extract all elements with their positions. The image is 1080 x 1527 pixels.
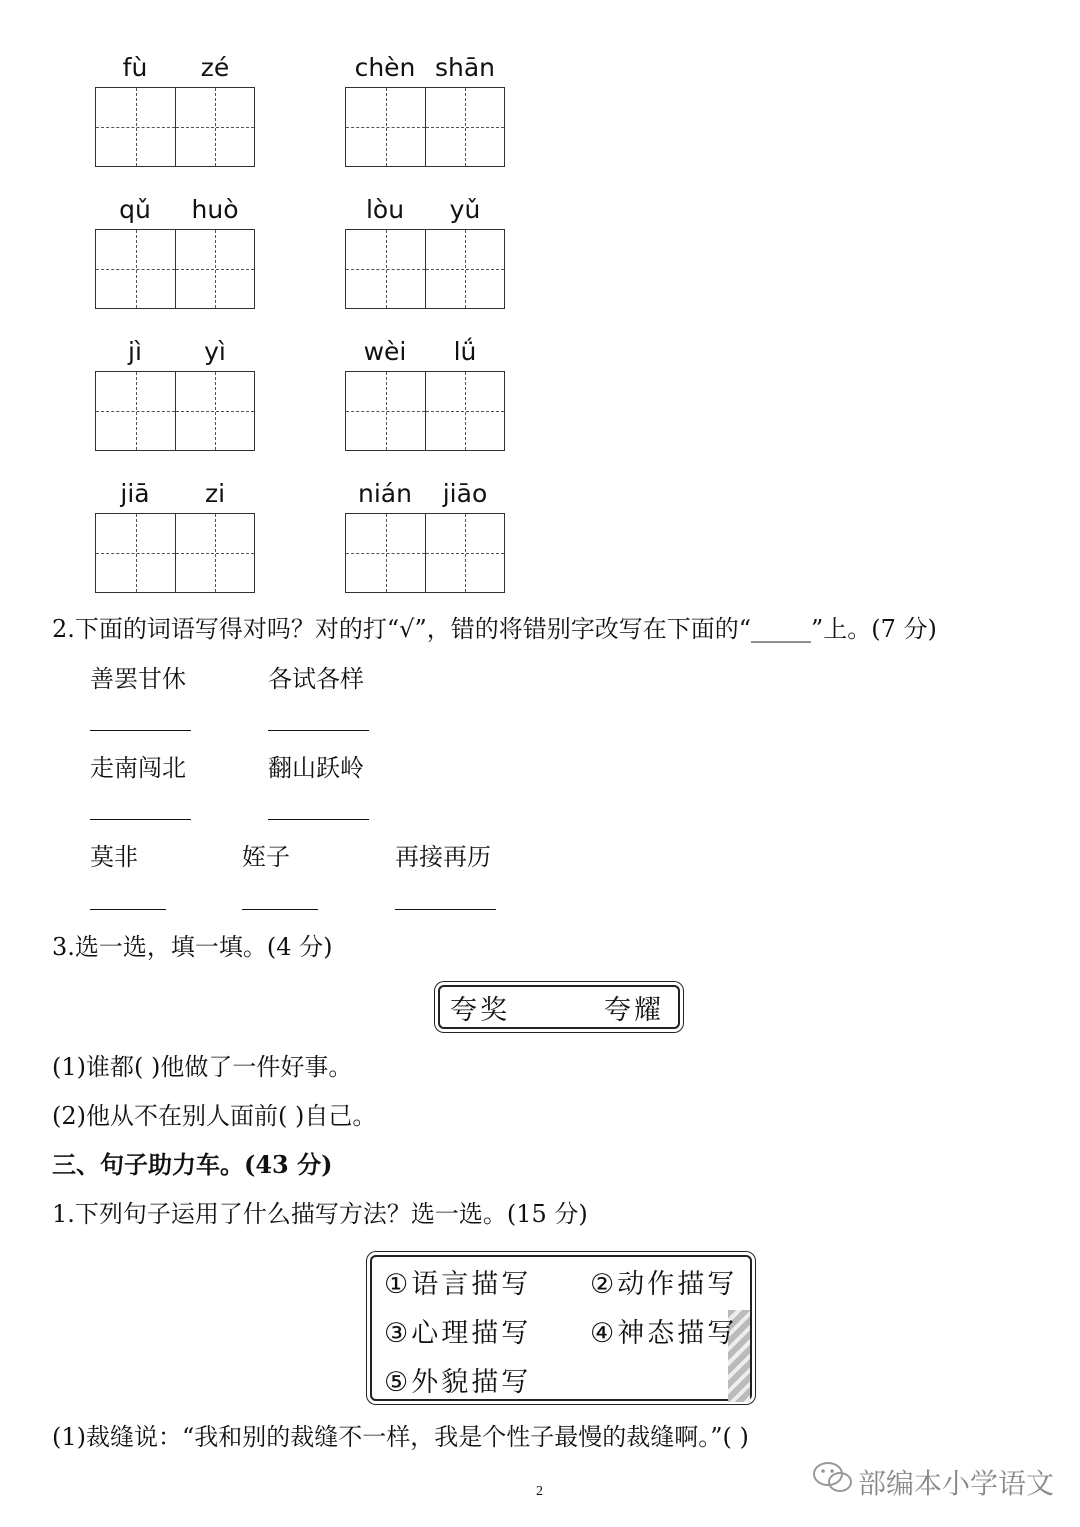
answer-line[interactable] bbox=[90, 909, 166, 910]
answer-line[interactable] bbox=[90, 730, 191, 731]
pinyin-label: huò bbox=[191, 195, 239, 224]
method-choice: ⑤外貌描写 bbox=[384, 1367, 532, 1398]
pinyin-label: chèn bbox=[354, 53, 416, 82]
sentence-2: (2)他从不在别人面前( )自己。 bbox=[52, 1102, 377, 1130]
word-item: 再接再历 bbox=[395, 843, 491, 871]
method-choice: ②动作描写 bbox=[590, 1269, 738, 1300]
pinyin-label: yǔ bbox=[449, 195, 481, 224]
pinyin-label: jiāo bbox=[442, 479, 488, 508]
writing-grid[interactable] bbox=[345, 229, 505, 309]
pinyin-label: nián bbox=[358, 479, 412, 508]
pinyin-label: shān bbox=[434, 53, 496, 82]
watermark-text: 部编本小学语文 bbox=[858, 1467, 1055, 1500]
pinyin-label: wèi bbox=[363, 337, 407, 366]
page-number: 2 bbox=[536, 1484, 543, 1499]
writing-grid[interactable] bbox=[95, 513, 255, 593]
question-2-title: 2.下面的词语写得对吗？对的打“√”，错的将错别字改写在下面的“_____”上。(7 分) bbox=[52, 615, 937, 643]
option-word: 夸耀 bbox=[604, 995, 664, 1026]
pinyin-label: zi bbox=[204, 479, 226, 508]
section-3-title: 三、句子助力车。(43 分) bbox=[52, 1150, 333, 1179]
pinyin-label: fù bbox=[122, 53, 148, 82]
answer-line[interactable] bbox=[268, 730, 369, 731]
pinyin-label: yì bbox=[204, 337, 226, 366]
method-choice: ④神态描写 bbox=[590, 1318, 738, 1349]
word-item: 善罢甘休 bbox=[90, 665, 186, 693]
word-item: 姪子 bbox=[242, 843, 290, 871]
question-3-title: 3.选一选，填一填。(4 分) bbox=[52, 933, 333, 961]
pinyin-label: zé bbox=[200, 53, 230, 82]
pinyin-label: jì bbox=[128, 337, 142, 366]
writing-grid[interactable] bbox=[95, 87, 255, 167]
answer-line[interactable] bbox=[90, 819, 191, 820]
answer-line[interactable] bbox=[395, 909, 496, 910]
writing-grid[interactable] bbox=[345, 87, 505, 167]
writing-grid[interactable] bbox=[345, 513, 505, 593]
writing-grid[interactable] bbox=[95, 229, 255, 309]
word-item: 翻山跃岭 bbox=[268, 754, 364, 782]
writing-grid[interactable] bbox=[95, 371, 255, 451]
word-item: 走南闯北 bbox=[90, 754, 186, 782]
writing-grid[interactable] bbox=[345, 371, 505, 451]
word-item: 莫非 bbox=[90, 843, 138, 871]
pinyin-label: lòu bbox=[365, 195, 405, 224]
section-3-sentence-1: (1)裁缝说：“我和别的裁缝不一样，我是个性子最慢的裁缝啊。”( ) bbox=[52, 1423, 749, 1451]
method-choice: ①语言描写 bbox=[384, 1269, 532, 1300]
word-item: 各试各样 bbox=[268, 665, 364, 693]
answer-line[interactable] bbox=[268, 819, 369, 820]
sentence-1: (1)谁都( )他做了一件好事。 bbox=[52, 1053, 353, 1081]
method-choice: ③心理描写 bbox=[384, 1318, 532, 1349]
option-word: 夸奖 bbox=[450, 995, 510, 1026]
section-3-question-1-title: 1.下列句子运用了什么描写方法？选一选。(15 分) bbox=[52, 1200, 588, 1228]
pinyin-label: qǔ bbox=[119, 195, 151, 224]
wechat-icon bbox=[812, 1460, 854, 1496]
pinyin-label: lǘ bbox=[453, 337, 477, 366]
pinyin-label: jiā bbox=[120, 479, 150, 508]
answer-line[interactable] bbox=[242, 909, 318, 910]
